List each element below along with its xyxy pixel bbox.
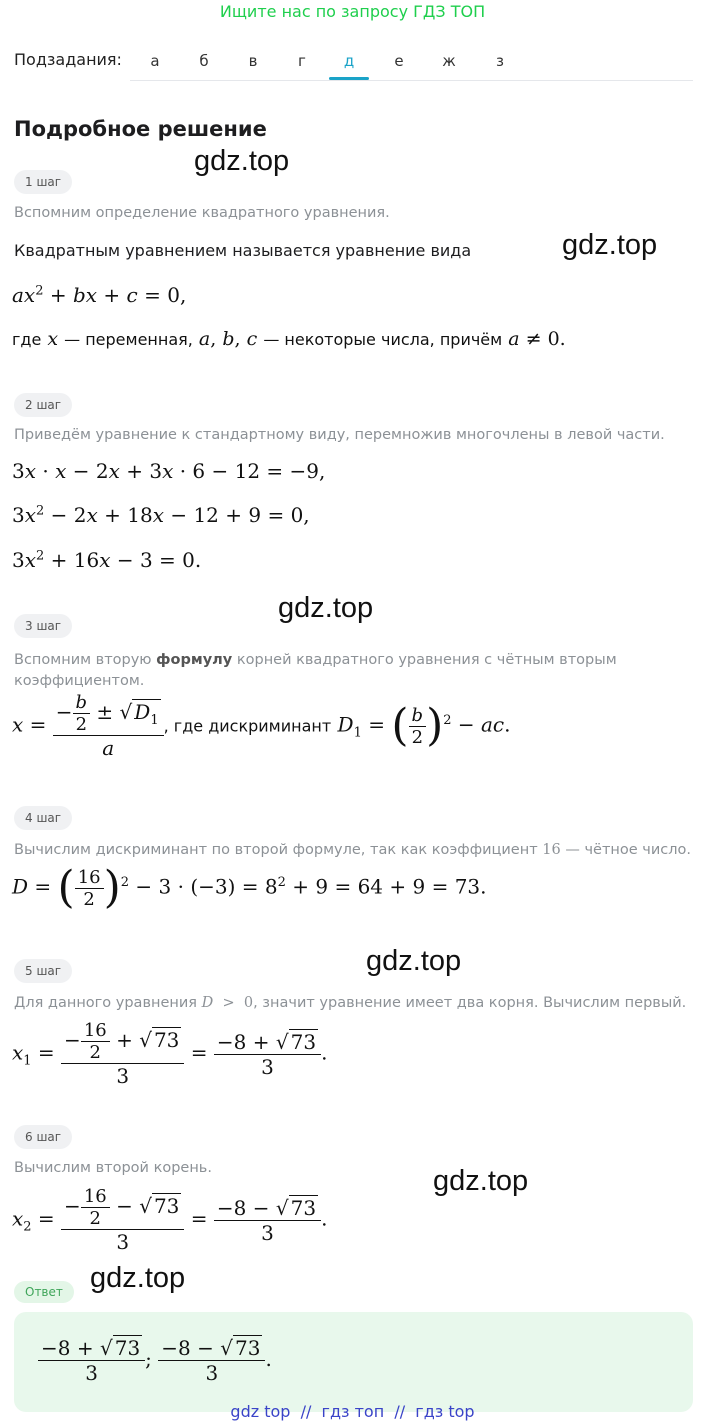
variable-text: — переменная,: [64, 330, 193, 349]
step-description: Вспомним вторую формулу корней квадратного уравнения с чётным вторым коэффициентом.: [14, 652, 617, 689]
discriminant-text: , где дискриминант: [163, 716, 332, 736]
watermark: gdz.top: [90, 1262, 186, 1294]
tab-a[interactable]: а: [150, 52, 160, 70]
step-description: Вспомним определение квадратного уравнения.: [14, 205, 390, 221]
step-badge: 4 шаг: [14, 806, 72, 830]
tab-g[interactable]: г: [298, 52, 306, 70]
step-badge: 1 шаг: [14, 170, 72, 194]
watermark: gdz.top: [366, 945, 462, 977]
step-description: Для данного уравнения D > 0, значит уравнение имеет два корня. Вычислим первый.: [14, 995, 687, 1011]
subtasks-label: Подзадания:: [14, 50, 122, 69]
solution-heading: Подробное решение: [14, 117, 267, 141]
tab-e[interactable]: е: [394, 52, 404, 70]
tab-zh[interactable]: ж: [442, 52, 456, 70]
tab-d[interactable]: д: [343, 52, 355, 70]
footer-links[interactable]: gdz top // гдз топ // гдз top: [230, 1402, 475, 1421]
tab-b[interactable]: б: [199, 52, 209, 70]
step-badge: 6 шаг: [14, 1125, 72, 1149]
step-badge: 3 шаг: [14, 614, 72, 638]
first-root-formula: $x_1$ = − $\frac{16}{2}$ + √ 73 3 = $\frac{-8 + √ 73}{3}$ .: [12, 1020, 328, 1088]
active-tab-indicator: [329, 77, 369, 80]
watermark: gdz.top: [433, 1165, 529, 1197]
subtasks-tabs: [130, 40, 693, 81]
where-text: где: [12, 330, 42, 349]
tab-v[interactable]: в: [248, 52, 258, 70]
watermark: gdz.top: [562, 229, 658, 261]
second-root-formula: $x_2$ = − $\frac{16}{2}$ − √ 73 3 = $\frac{-8 - √ 73}{3}$ .: [12, 1186, 328, 1254]
equation-line-3: $3x^2 + 16x - 3 = 0$.: [12, 548, 202, 572]
watermark: gdz.top: [278, 592, 374, 624]
equation-line-1: 3x · x − 2x + 3x · 6 − 12 = −9,: [12, 459, 326, 483]
step-description: Приведём уравнение к стандартному виду, перемножив многочлены в левой части.: [14, 427, 665, 443]
equation-line-2: $3x^2 - 2x + 18x - 12 + 9 = 0$,: [12, 503, 310, 527]
numbers-text: — некоторые числа, причём: [263, 330, 503, 349]
tab-z[interactable]: з: [496, 52, 504, 70]
discriminant-calculation: D = ( $\frac{16}{2}$ )$^2 - 3 \cdot (-3) = 8^2 + 9 = 64 + 9 = 73$.: [12, 862, 487, 913]
step-badge: 2 шаг: [14, 393, 72, 417]
search-banner: Ищите нас по запросу ГДЗ ТОП: [219, 2, 486, 21]
step-description: Вычислим второй корень.: [14, 1160, 212, 1176]
watermark: gdz.top: [194, 145, 290, 177]
answer-badge: Ответ: [14, 1281, 74, 1303]
step-text: Квадратным уравнением называется уравнение вида: [14, 241, 472, 260]
step-badge: 5 шаг: [14, 959, 72, 983]
formula-even-coefficient: x = − $\frac{b}{2}$ ± √ $D_1$ a , где дискриминант $D_1$ = ( $\frac{b}{2}$ )$^2$ − ac.: [12, 692, 511, 760]
answer-formula: $\frac{-8 + √ 73}{3}$ ; $\frac{-8 - √ 73}{3}$ .: [38, 1336, 272, 1385]
formula-conditions: где x — переменная, a, b, c — некоторые числа, причём a ≠ 0.: [12, 328, 566, 350]
formula-general-quadratic: $ax^2$ + bx + c = 0,: [12, 283, 187, 307]
step-description: Вычислим дискриминант по второй формуле, так как коэффициент 16 — чётное число.: [14, 842, 691, 858]
